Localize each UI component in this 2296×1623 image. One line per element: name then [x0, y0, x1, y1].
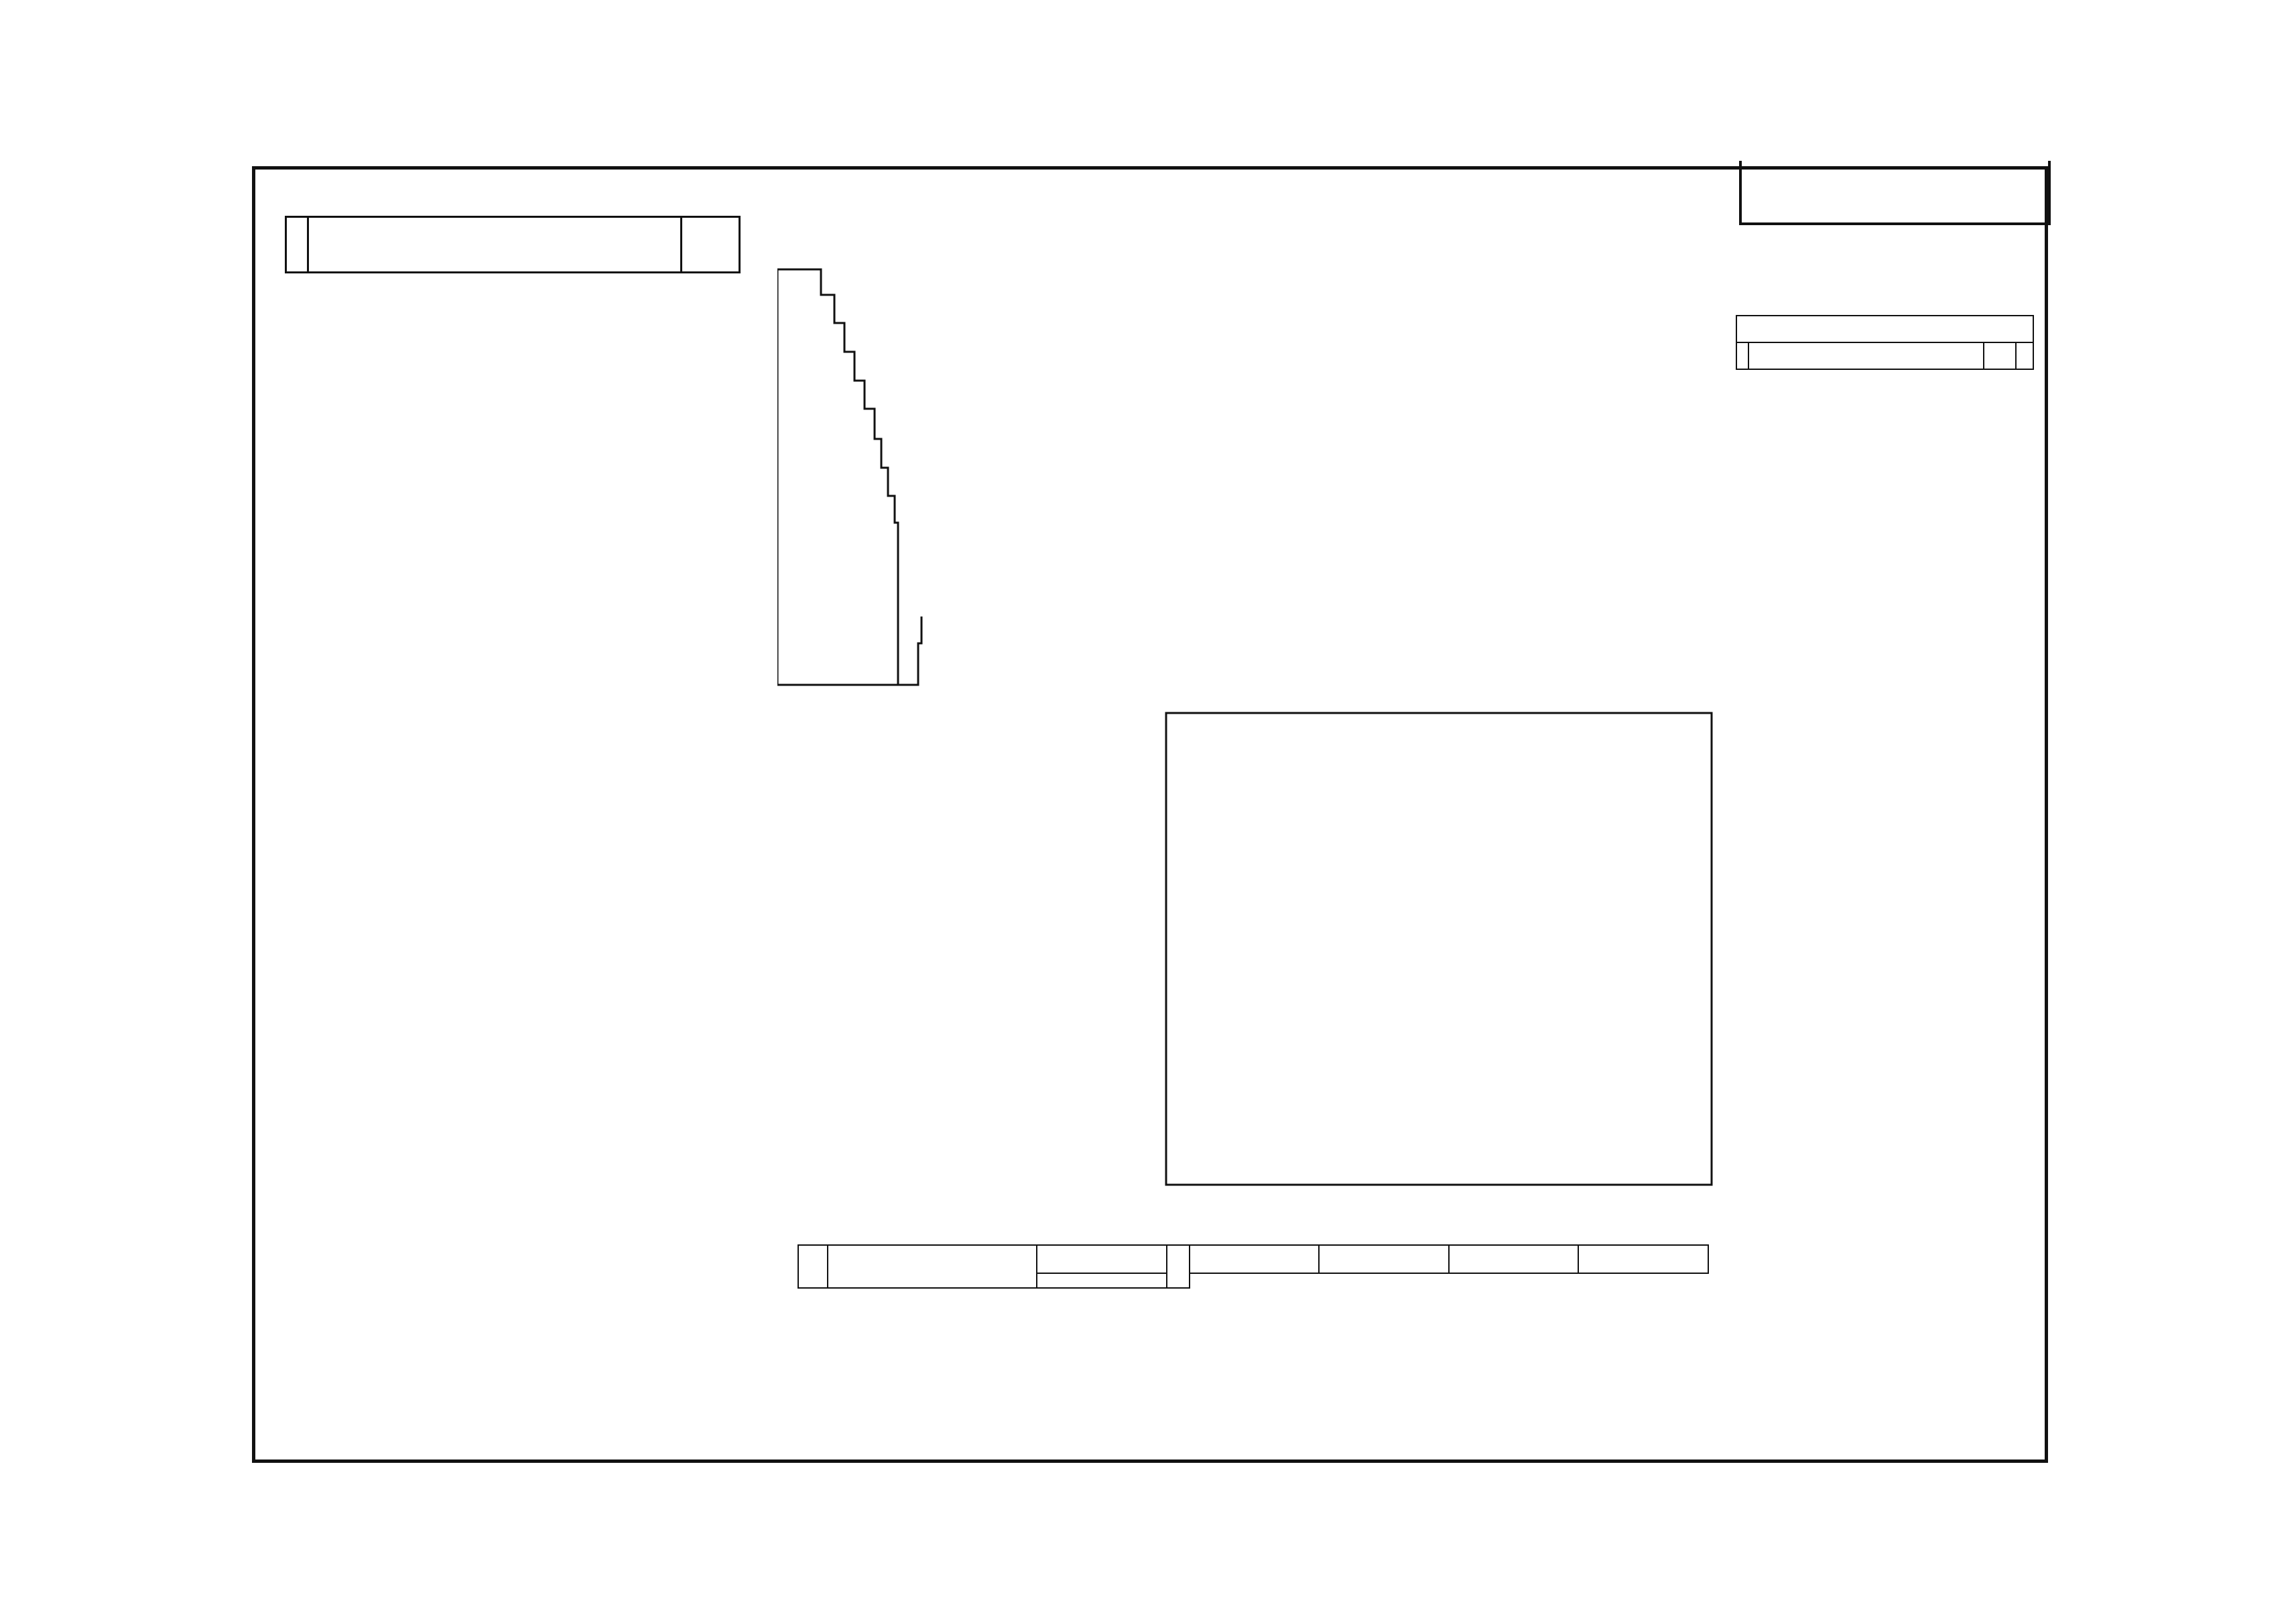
days-header: [923, 243, 1714, 269]
equipment-col-qty: [2016, 342, 2033, 369]
equipment-col-name: [1748, 342, 1984, 369]
workers-table: [798, 1244, 1709, 1289]
workers-col-total: [1167, 1245, 1190, 1288]
conditions-header-title: [308, 217, 682, 273]
workers-shift-4: [1578, 1245, 1708, 1273]
workers-col-by-shift: [1037, 1273, 1167, 1288]
workers-shift-2: [1319, 1245, 1449, 1273]
appendix-box: [1739, 161, 2051, 225]
workers-col-count: [1037, 1245, 1167, 1273]
workers-col-n: [798, 1245, 828, 1288]
stepped-face: [777, 269, 921, 685]
planogram: [777, 241, 1729, 690]
workers-col-name: [828, 1245, 1037, 1288]
workers-shift-1: [1190, 1245, 1320, 1273]
equipment-col-type: [1984, 342, 2016, 369]
workers-shift-3: [1449, 1245, 1579, 1273]
conditions-table: [285, 216, 741, 273]
conditions-header-num: [286, 217, 308, 273]
shift-schedule: [1165, 712, 1714, 1187]
equipment-table: [1736, 315, 2034, 370]
notes: [1736, 657, 2051, 663]
equipment-title: [1736, 316, 2033, 342]
